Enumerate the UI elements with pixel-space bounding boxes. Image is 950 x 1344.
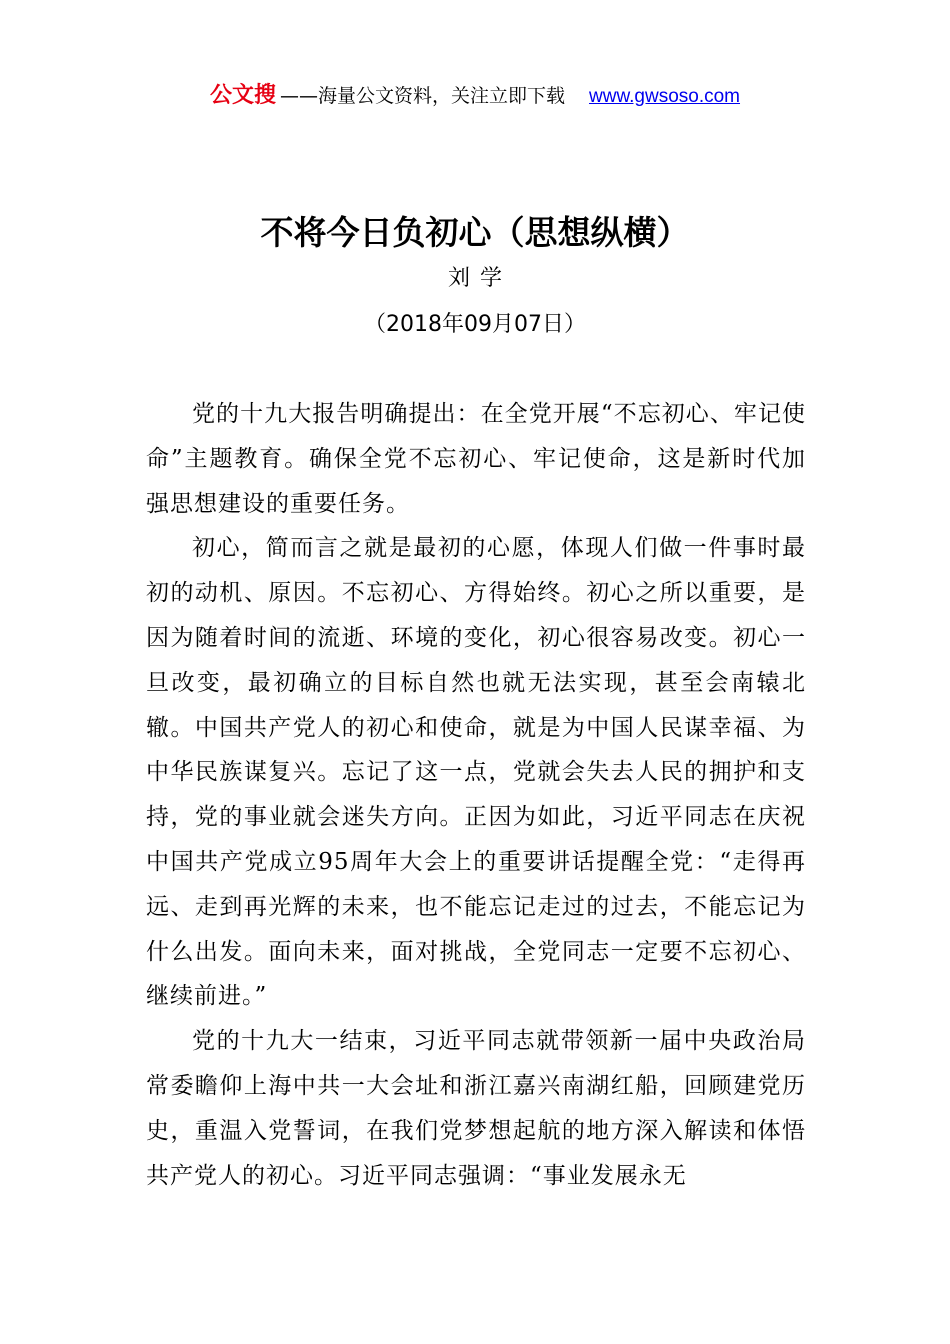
article-title: 不将今日负初心（思想纵横）: [260, 213, 690, 252]
site-brand[interactable]: 公文搜: [209, 83, 276, 108]
article-date: （2018年09月07日）: [364, 312, 586, 337]
site-header: [0, 82, 950, 111]
site-slogan: ——海量公文资料，关注立即下载: [280, 85, 566, 107]
article-paragraph: 党的十九大一结束，习近平同志就带领新一届中央政治局常委瞻仰上海中共一大会址和浙江嘉兴南湖红船，回顾建党历史，重温入党誓词，在我们党梦想起航的地方深入解读和体悟共产党人的初心。习近平同志强调：“事业发展永无: [146, 1028, 806, 1189]
article-paragraph: 初心，简而言之就是最初的心愿，体现人们做一件事时最初的动机、原因。不忘初心、方得始终。初心之所以重要，是因为随着时间的流逝、环境的变化，初心很容易改变。初心一旦改变，最初确立的目标自然也就无法实现，甚至会南辕北辙。中国共产党人的初心和使命，就是为中国人民谋幸福、为中华民族谋复兴。忘记了这一点，党就会失去人民的拥护和支持，党的事业就会迷失方向。正因为如此，习近平同志在庆祝中国共产党成立95周年大会上的重要讲话提醒全党：“走得再远、走到再光辉的未来，也不能忘记走过的过去，不能忘记为什么出发。面向未来，面对挑战，全党同志一定要不忘初心、继续前进。”: [146, 535, 806, 1010]
article-author: 刘学: [447, 266, 512, 291]
article-paragraph: 党的十九大报告明确提出：在全党开展“不忘初心、牢记使命”主题教育。确保全党不忘初心、牢记使命，这是新时代加强思想建设的重要任务。: [146, 401, 806, 517]
article-body: [146, 392, 806, 1198]
site-link[interactable]: www.gwsoso.com: [589, 86, 741, 107]
